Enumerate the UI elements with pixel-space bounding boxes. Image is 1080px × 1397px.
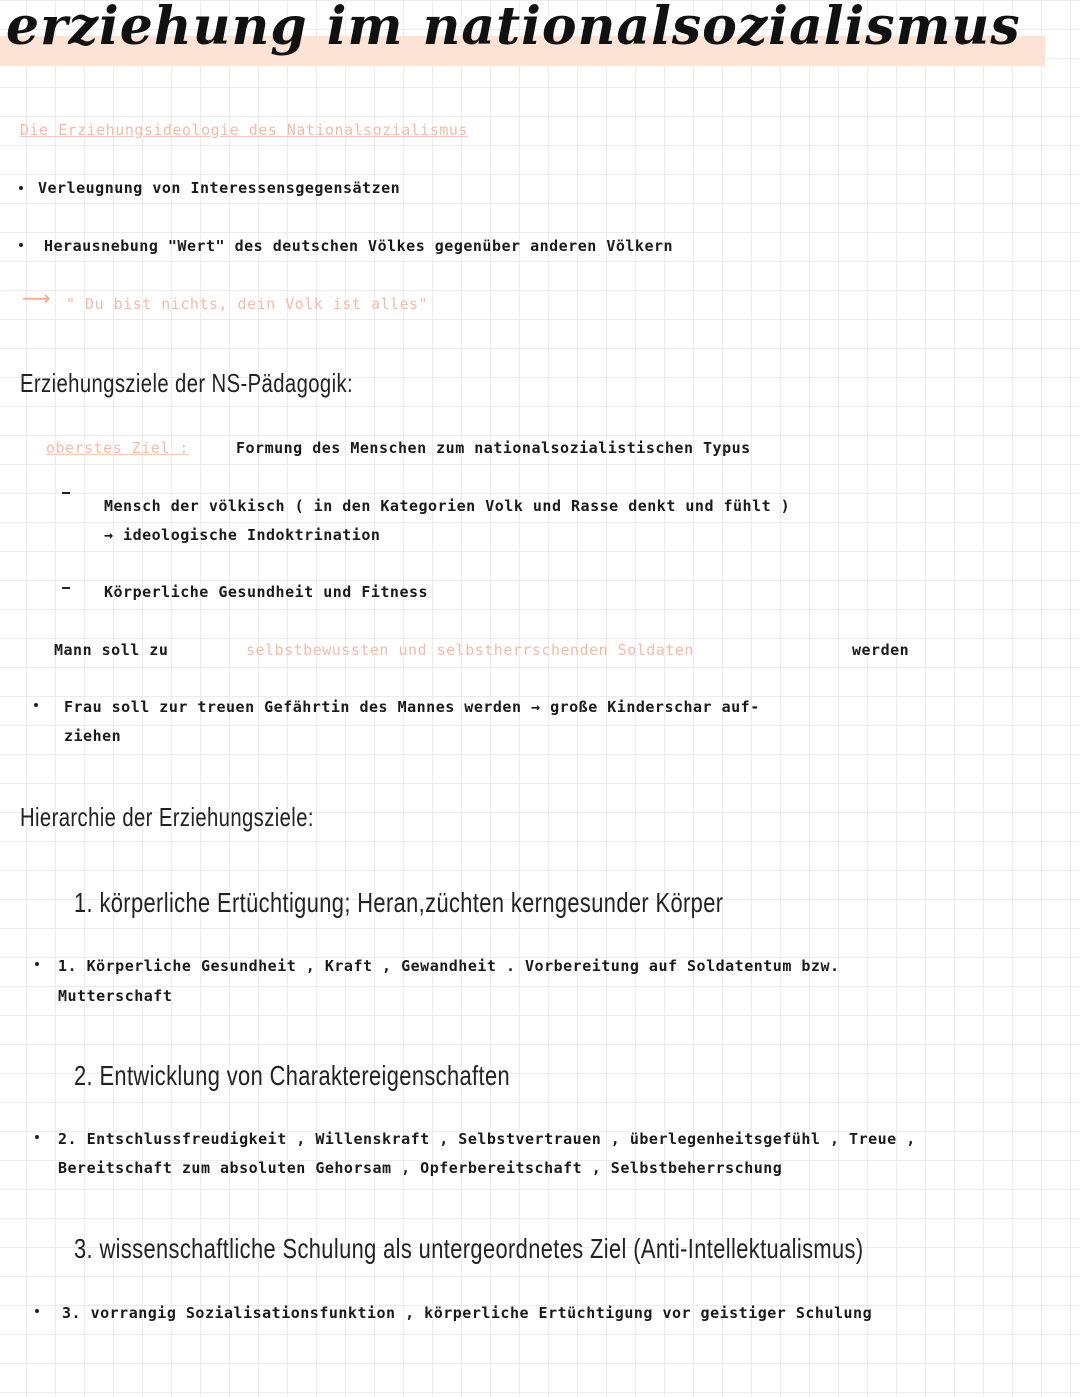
top-goal-label: oberstes Ziel :	[46, 439, 189, 457]
dash2-text: Körperliche Gesundheit und Fitness	[104, 583, 429, 601]
arrow-right-icon: ⟶	[22, 286, 51, 310]
goal2-line2: Bereitschaft zum absoluten Gehorsam , Opferbereitschaft , Selbstbeherrschung	[58, 1159, 783, 1177]
dash-marker	[62, 587, 70, 589]
top-goal-text: Formung des Menschen zum nationalsozialistischen Typus	[236, 439, 751, 457]
bullet-point	[19, 186, 23, 190]
mann-text-highlight: selbstbewussten und selbstherrschenden Soldaten	[246, 641, 694, 659]
goal2-line1: 2. Entschlussfreudigkeit , Willenskraft , Selbstvertrauen , überlegenheitsgefühl , Treue ,	[58, 1130, 916, 1148]
bullet-point	[35, 1135, 39, 1139]
bullet-point	[34, 703, 38, 707]
section1-item-1: Verleugnung von Interessensgegensätzen	[38, 179, 401, 197]
mann-text-start: Mann soll zu	[54, 641, 169, 659]
section3-heading: Hierarchie der Erziehungsziele:	[20, 802, 314, 832]
dash-marker	[62, 492, 70, 494]
goal3-line1: 3. vorrangig Sozialisationsfunktion , körperliche Ertüchtigung vor geistiger Schulung	[62, 1304, 873, 1322]
section1-quote: " Du bist nichts, dein Volk ist alles"	[66, 295, 429, 313]
section1-item-2: Herausnebung "Wert" des deutschen Völkes gegenüber anderen Völkern	[44, 237, 674, 255]
goal3-title: 3. wissenschaftliche Schulung als untergeordnetes Ziel (Anti-Intellektualismus)	[74, 1233, 864, 1264]
section2-heading: Erziehungsziele der NS-Pädagogik:	[20, 368, 354, 398]
goal1-title: 1. körperliche Ertüchtigung; Heran,züchten kerngesunder Körper	[74, 887, 724, 918]
frau-line1: Frau soll zur treuen Gefährtin des Mannes werden → große Kinderschar auf-	[64, 698, 760, 716]
bullet-point	[19, 243, 23, 247]
dash1-line2: → ideologische Indoktrination	[104, 526, 381, 544]
goal1-line1: 1. Körperliche Gesundheit , Kraft , Gewandheit . Vorbereitung auf Soldatentum bzw.	[58, 957, 840, 975]
frau-line2: ziehen	[64, 727, 122, 745]
goal1-line2: Mutterschaft	[58, 987, 173, 1005]
bullet-point	[35, 962, 39, 966]
mann-text-end: werden	[852, 641, 910, 659]
goal2-title: 2. Entwicklung von Charaktereigenschaften	[74, 1060, 511, 1091]
section1-heading: Die Erziehungsideologie des Nationalsozialismus	[20, 121, 468, 139]
dash1-line1: Mensch der völkisch ( in den Kategorien Volk und Rasse denkt und fühlt )	[104, 497, 791, 515]
page-title: erziehung im nationalsozialismus	[6, 0, 1021, 57]
bullet-point	[35, 1309, 39, 1313]
